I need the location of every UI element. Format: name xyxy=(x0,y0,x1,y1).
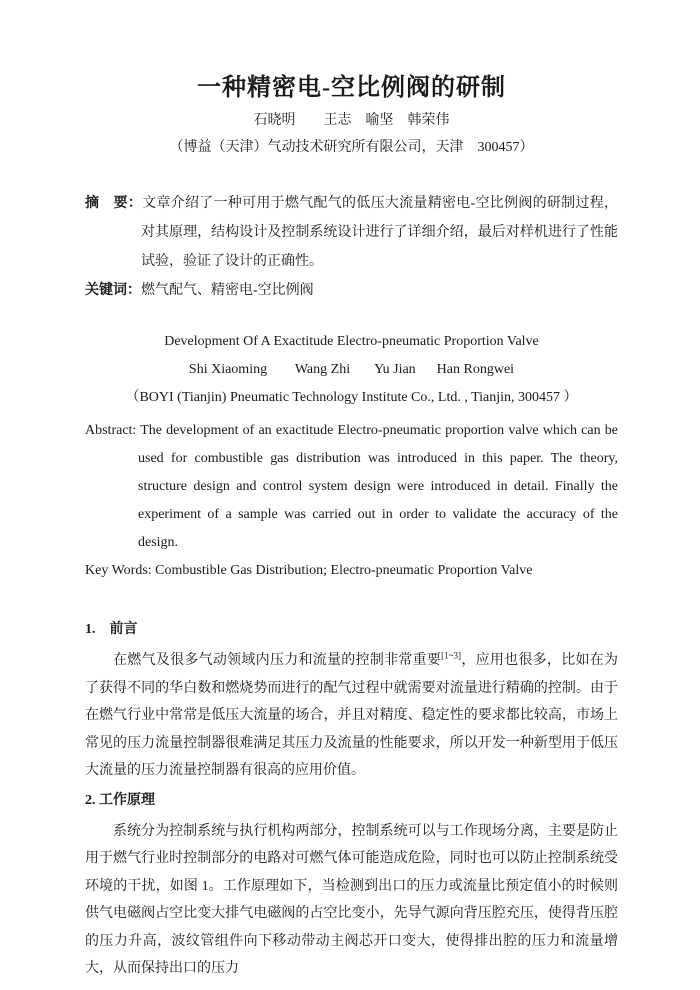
citation-superscript: [1~3] xyxy=(441,650,462,661)
section-paragraph-intro xyxy=(85,647,618,785)
abstract-en xyxy=(85,417,618,557)
keywords-en: Key Words: Combustible Gas Distribution; Electro-pneumatic Proportion Valve xyxy=(85,563,533,578)
intro-text-after-citation: ，应用也很多，比如在为了获得不同的华白数和燃烧势而进行的配气过程中就需要对流量进行精确的控制。由于在燃气行业中常常是低压大流量的场合，并且对精度、稳定性的要求都比较高，市场上常见的压力流量控制器很难满足其压力及流量的性能要求，所以开发一种新型用于低压大流量的压力流量控制器有很高的应用价值。 xyxy=(85,653,618,778)
abstract-zh-label: 摘 要： xyxy=(85,196,143,211)
keywords-zh xyxy=(85,276,618,305)
section-heading-principle: 2. 工作原理 xyxy=(85,792,155,808)
paper-title-en: Development Of A Exactitude Electro-pneumatic Proportion Valve xyxy=(164,334,539,349)
section-paragraph-principle: 系统分为控制系统与执行机构两部分，控制系统可以与工作现场分离，主要是防止用于燃气行业时控制部分的电路对可燃气体可能造成危险，同时也可以防止控制系统受环境的干扰，如图 1。工作原理如下，当检测到出口的压力或流量比预定值小的时候则供气电磁阀占空比变大排气电磁阀的占空比变小，先导气源向背压腔充压，使得背压腔的压力升高，波纹管组件向下移动带动主阀芯开口变大，使得排出腔的压力和流量增大，从而保持出口的压力 xyxy=(85,823,618,976)
intro-text-before-citation: 在燃气及很多气动领域内压力和流量的控制非常重要 xyxy=(113,653,442,668)
abstract-en-text: The development of an exactitude Electro-pneumatic proportion valve which can be used for combustible gas distribution was introduced in this paper. The theory, structure design and control system design were introduced in detail. Finally the experiment of a sample was carried out in order to validate the accuracy of the design. xyxy=(136,423,618,550)
section-heading-intro: 1. 前言 xyxy=(85,622,138,637)
abstract-zh-text: 文章介绍了一种可用于燃气配气的低压大流量精密电-空比例阀的研制过程，对其原理，结构设计及控制系统设计进行了详细介绍，最后对样机进行了性能试验，验证了设计的正确性。 xyxy=(141,196,618,269)
paper-title-zh: 一种精密电-空比例阀的研制 xyxy=(197,75,506,101)
abstract-en-label: Abstract: xyxy=(85,423,137,438)
keywords-zh-text: 燃气配气、精密电-空比例阀 xyxy=(141,283,314,298)
authors-zh: 石晓明 王志 喻坚 韩荣伟 xyxy=(253,113,450,128)
abstract-zh xyxy=(85,189,618,276)
authors-en: Shi Xiaoming Wang Zhi Yu Jian Han Rongwei xyxy=(188,362,515,377)
affiliation-en: （BOYI (Tianjin) Pneumatic Technology Institute Co., Ltd. , Tianjin, 300457 ） xyxy=(125,390,578,405)
affiliation-zh: （博益（天津）气动技术研究所有限公司，天津 300457） xyxy=(169,140,534,155)
keywords-zh-label: 关键词： xyxy=(85,283,141,298)
